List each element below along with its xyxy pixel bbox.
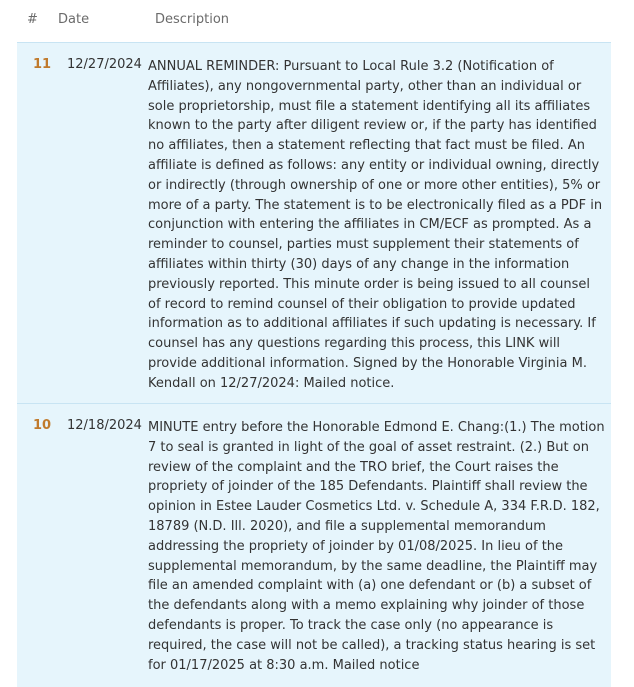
docket-entry	[17, 42, 611, 403]
column-header-date: Date	[58, 12, 90, 27]
column-header-description: Description	[155, 12, 230, 27]
entry-number: 11	[33, 57, 52, 72]
entry-description: ANNUAL REMINDER: Pursuant to Local Rule 3.2 (Notification of Affiliates), any nongovernmental party, other than an individual or sole proprietorship, must file a statement identifying all its affiliates known to the party after diligent review or, if the party has identified no affiliates, then a statement reflecting that fact must be filed. An affiliate is defined as follows: any entity or individual owning, directly or indirectly (through ownership of one or more other entities), 5% or more of a party. The statement is to be electronically filed as a PDF in conjunction with entering the affiliates in CM/ECF as prompted. As a reminder to counsel, parties must supplement their statements of affiliates within thirty (30) days of any change in the information previously reported. This minute order is being issued to all counsel of record to remind counsel of their obligation to provide updated information as to additional affiliates if such updating is necessary. If counsel has any questions regarding this process, this LINK will provide additional information. Signed by the Honorable Virginia M. Kendall on 12/27/2024: Mailed notice.	[148, 59, 603, 391]
table-header	[0, 0, 634, 42]
entry-date: 12/27/2024	[67, 57, 142, 72]
entry-date: 12/18/2024	[67, 418, 142, 433]
docket-entry	[17, 403, 611, 687]
column-header-number: #	[27, 12, 38, 27]
entry-number: 10	[33, 418, 52, 433]
entry-description: MINUTE entry before the Honorable Edmond E. Chang:(1.) The motion 7 to seal is granted in light of the goal of asset restraint. (2.) But on review of the complaint and the TRO brief, the Court raises the propriety of joinder of the 185 Defendants. Plaintiff shall review the opinion in Estee Lauder Cosmetics Ltd. v. Schedule A, 334 F.R.D. 182, 18789 (N.D. Ill. 2020), and file a supplemental memorandum addressing the propriety of joinder by 01/08/2025. In lieu of the supplemental memorandum, by the same deadline, the Plaintiff may file an amended complaint with (a) one defendant or (b) a subset of the defendants along with a memo explaining why joinder of those defendants is proper. To track the case only (no appearance is required, the case will not be called), a tracking status hearing is set for 01/17/2025 at 8:30 a.m. Mailed notice	[148, 420, 605, 673]
